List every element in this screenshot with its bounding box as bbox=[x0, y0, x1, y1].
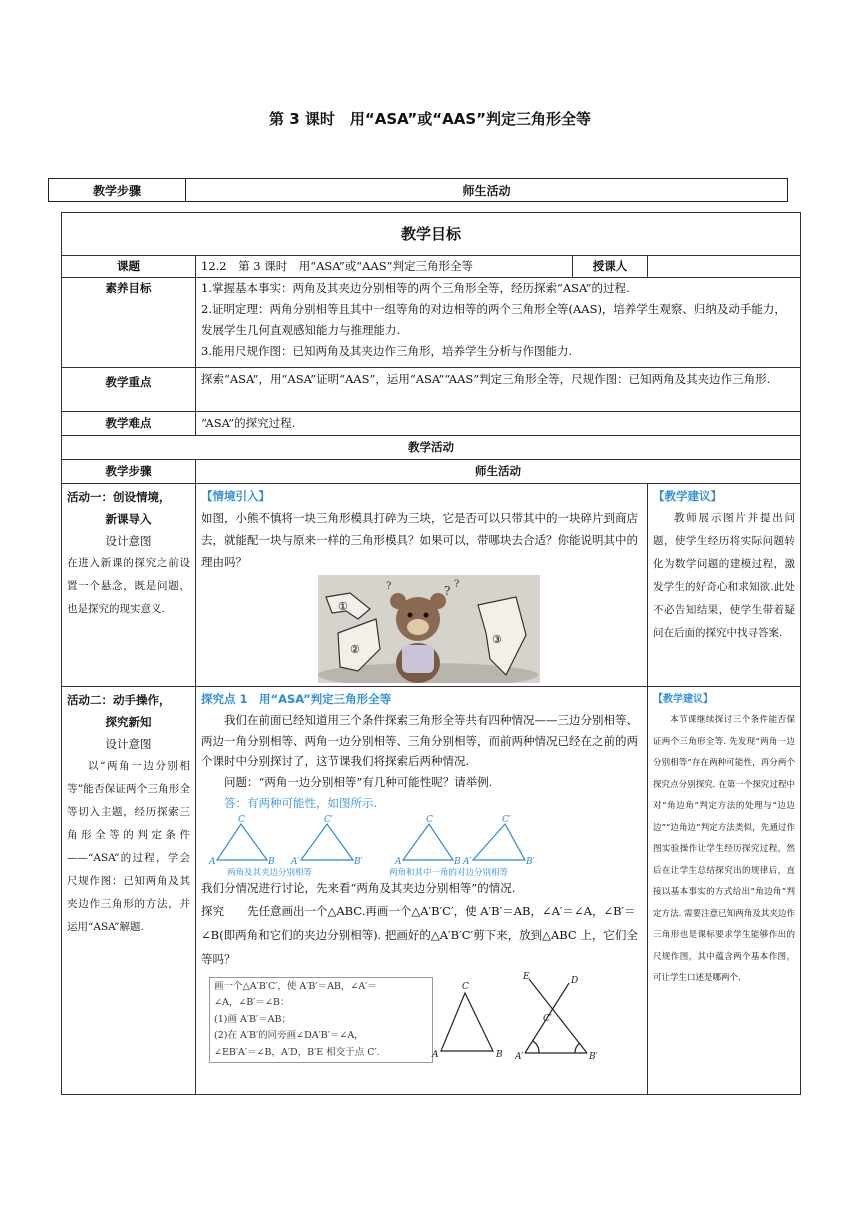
act1-title-line2: 新课导入 bbox=[105, 512, 152, 526]
svg-text:C: C bbox=[238, 814, 245, 825]
act1-title-line1: 活动一：创设情境， bbox=[67, 490, 171, 504]
svg-text:B′: B′ bbox=[589, 1051, 598, 1062]
act2-intent-text: 以“两角一边分别相等”能否保证两个三角形全等切入主题，经历探索三角形全等的判定条件——“ASA”的过程，学会尺规作图：已知两角及其夹边作三角形的方法，并运用“ASA”解题. bbox=[67, 760, 190, 933]
box-line-3: (1)画 A′B′＝AB； bbox=[214, 1013, 291, 1025]
act1-intent-label: 设计意图 bbox=[105, 534, 152, 548]
svg-text:A′: A′ bbox=[515, 1051, 524, 1062]
literacy-label: 素养目标 bbox=[62, 278, 196, 368]
svg-text:?: ? bbox=[444, 584, 451, 598]
svg-text:A: A bbox=[209, 856, 216, 867]
topic-label: 课题 bbox=[62, 256, 196, 278]
box-line-1: 画一个△A′B′C′，使 A′B′＝AB，∠A′＝ bbox=[214, 980, 377, 992]
svg-text:E: E bbox=[523, 971, 530, 982]
svg-text:C′: C′ bbox=[502, 814, 511, 825]
act2-advice: 本节课继续探讨三个条件能否保证两个三角形全等. 先发现“两角一边分别相等”存在两种可能性，再分两个探究点分别探究. 在第一个探究过程中对“角边角”判定方法的处理与“边边边”“边角边”判定方法类似，先通过作图实验操作让学生经历探究过程，然后在让学生总结探究出的规律后，直接以基本事实的方式给出“角边角”判定方法. 需要注意已知两角及其夹边作三角形也是课标要求学生能够作出的尺规作图，其中蕴含两个基本作图，可让学生口述是哪两个. bbox=[653, 715, 796, 983]
literacy-item-2: 2.证明定理：两角分别相等且其中一组等角的对边相等的两个三角形全等(AAS)，培养学生观察、归纳及动手能力，发展学生几何直观感知能力与推理能力. bbox=[201, 302, 786, 337]
svg-text:B′: B′ bbox=[354, 856, 363, 867]
difficulty-label: 教学难点 bbox=[62, 412, 196, 436]
literacy-item-3: 3.能用尺规作图：已知两角及其夹边作三角形，培养学生分析与作图能力. bbox=[201, 344, 573, 358]
svg-text:?: ? bbox=[386, 581, 392, 592]
box-line-2: ∠A，∠B′＝∠B： bbox=[214, 997, 290, 1008]
key-value: 探索“ASA”，用“ASA”证明“AAS”，运用“ASA”“AAS”判定三角形全等，尺规作图：已知两角及其夹边作三角形. bbox=[196, 368, 801, 412]
svg-text:B: B bbox=[268, 856, 275, 867]
header-activities: 师生活动 bbox=[462, 183, 511, 198]
literacy-goals bbox=[196, 278, 801, 368]
svg-text:?: ? bbox=[454, 579, 460, 590]
fig-caption-2: 两角和其中一角的对边分别相等 bbox=[389, 867, 509, 878]
act1-advice-cell bbox=[648, 484, 801, 687]
goals-heading: 教学目标 bbox=[62, 213, 801, 256]
act2-step-cell bbox=[62, 687, 196, 1095]
construction-figure bbox=[429, 969, 609, 1069]
shard-2-label: ② bbox=[350, 643, 360, 656]
construction-area bbox=[201, 971, 642, 1069]
teacher-label: 授课人 bbox=[573, 256, 648, 278]
box-line-4: (2)在 A′B′的同旁画∠DA′B′＝∠A， bbox=[214, 1030, 364, 1041]
topic-value: 12.2 第 3 课时 用“ASA”或“AAS”判定三角形全等 bbox=[196, 256, 573, 278]
act1-tag: 【情境引入】 bbox=[201, 489, 270, 503]
svg-text:C: C bbox=[426, 814, 433, 825]
svg-text:A′: A′ bbox=[291, 856, 300, 867]
top-header-row bbox=[48, 178, 788, 202]
act2-question: 问题：“两角一边分别相等”有几种可能性呢？请举例. bbox=[224, 774, 493, 789]
shard-3-label: ③ bbox=[492, 633, 502, 646]
construction-steps-box bbox=[209, 977, 433, 1064]
shard-1-label: ① bbox=[338, 600, 348, 613]
svg-text:A: A bbox=[432, 1049, 439, 1060]
activities-heading: 教学活动 bbox=[62, 436, 801, 460]
svg-text:C′: C′ bbox=[324, 814, 333, 825]
act2-title-line2: 探究新知 bbox=[105, 715, 152, 729]
svg-text:B′: B′ bbox=[526, 856, 535, 867]
act1-intent-text: 在进入新课的探究之前设置一个悬念，既是问题，也是探究的现实意义. bbox=[67, 557, 190, 615]
act1-advice-tag: 【教学建议】 bbox=[653, 489, 722, 503]
act2-title-line1: 活动二：动手操作， bbox=[67, 693, 171, 707]
teacher-value bbox=[648, 256, 801, 278]
activities-col-steps: 教学步骤 bbox=[62, 460, 196, 484]
act2-point-title: 探究点 1 用“ASA”判定三角形全等 bbox=[201, 692, 392, 706]
literacy-item-1: 1.掌握基本事实：两角及其夹边分别相等的两个三角形全等，经历探索“ASA”的过程. bbox=[201, 281, 630, 295]
key-label: 教学重点 bbox=[62, 368, 196, 412]
two-cases-figure bbox=[207, 814, 573, 878]
act2-advice-tag: 【教学建议】 bbox=[653, 694, 713, 705]
difficulty-value: “ASA”的探究过程. bbox=[196, 412, 801, 436]
act1-step-cell bbox=[62, 484, 196, 687]
header-steps: 教学步骤 bbox=[49, 179, 186, 201]
act2-para2: 我们分情况进行讨论，先来看“两角及其夹边分别相等”的情况. bbox=[201, 880, 516, 895]
act1-advice: 教师展示图片并提出问题，使学生经历将实际问题转化为数学问题的建模过程，激发学生的好奇心和求知欲.此处不必告知结果，使学生带着疑问在后面的探究中找寻答案. bbox=[653, 512, 796, 639]
act1-content-cell bbox=[196, 484, 648, 687]
activities-col-teacher: 师生活动 bbox=[196, 460, 801, 484]
act2-para1: 我们在前面已经知道用三个条件探索三角形全等共有四种情况——三边分别相等、两边一角分别相等、两角一边分别相等、三角分别相等，而前两种情况已经在之前的两个课时中分别探讨了，这节课我们将探索后两种情况. bbox=[201, 713, 638, 768]
fig-caption-1: 两角及其夹边分别相等 bbox=[227, 867, 313, 878]
act1-body: 如图，小熊不慎将一块三角形模具打碎为三块，它是否可以只带其中的一块碎片到商店去，就能配一块与原来一样的三角形模具？如果可以，带哪块去合适？你能说明其中的理由吗？ bbox=[201, 511, 638, 569]
svg-text:C: C bbox=[462, 981, 469, 992]
broken-mold-illustration bbox=[318, 575, 540, 683]
act2-intent-label: 设计意图 bbox=[105, 737, 152, 751]
box-line-5: ∠EB′A′＝∠B，A′D，B′E 相交于点 C′. bbox=[214, 1046, 380, 1058]
act2-advice-cell bbox=[648, 687, 801, 1095]
act2-content-cell bbox=[196, 687, 648, 1095]
act2-explore: 探究 先任意画出一个△ABC.再画一个△A′B′C′，使 A′B′＝AB，∠A′＝∠A，∠B′＝∠B(即两角和它们的夹边分别相等). 把画好的△A′B′C′剪下来，放到△ABC 上，它们全等吗？ bbox=[201, 903, 638, 966]
svg-text:A: A bbox=[395, 856, 402, 867]
svg-text:B: B bbox=[454, 856, 461, 867]
act2-answer: 答：有两种可能性，如图所示. bbox=[224, 795, 378, 810]
lesson-table bbox=[61, 212, 801, 1095]
svg-text:A′: A′ bbox=[463, 856, 472, 867]
page-title: 第 3 课时 用“ASA”或“AAS”判定三角形全等 bbox=[269, 110, 591, 128]
svg-text:B: B bbox=[496, 1049, 503, 1060]
svg-text:D: D bbox=[571, 975, 579, 986]
svg-text:C′: C′ bbox=[543, 1013, 552, 1024]
